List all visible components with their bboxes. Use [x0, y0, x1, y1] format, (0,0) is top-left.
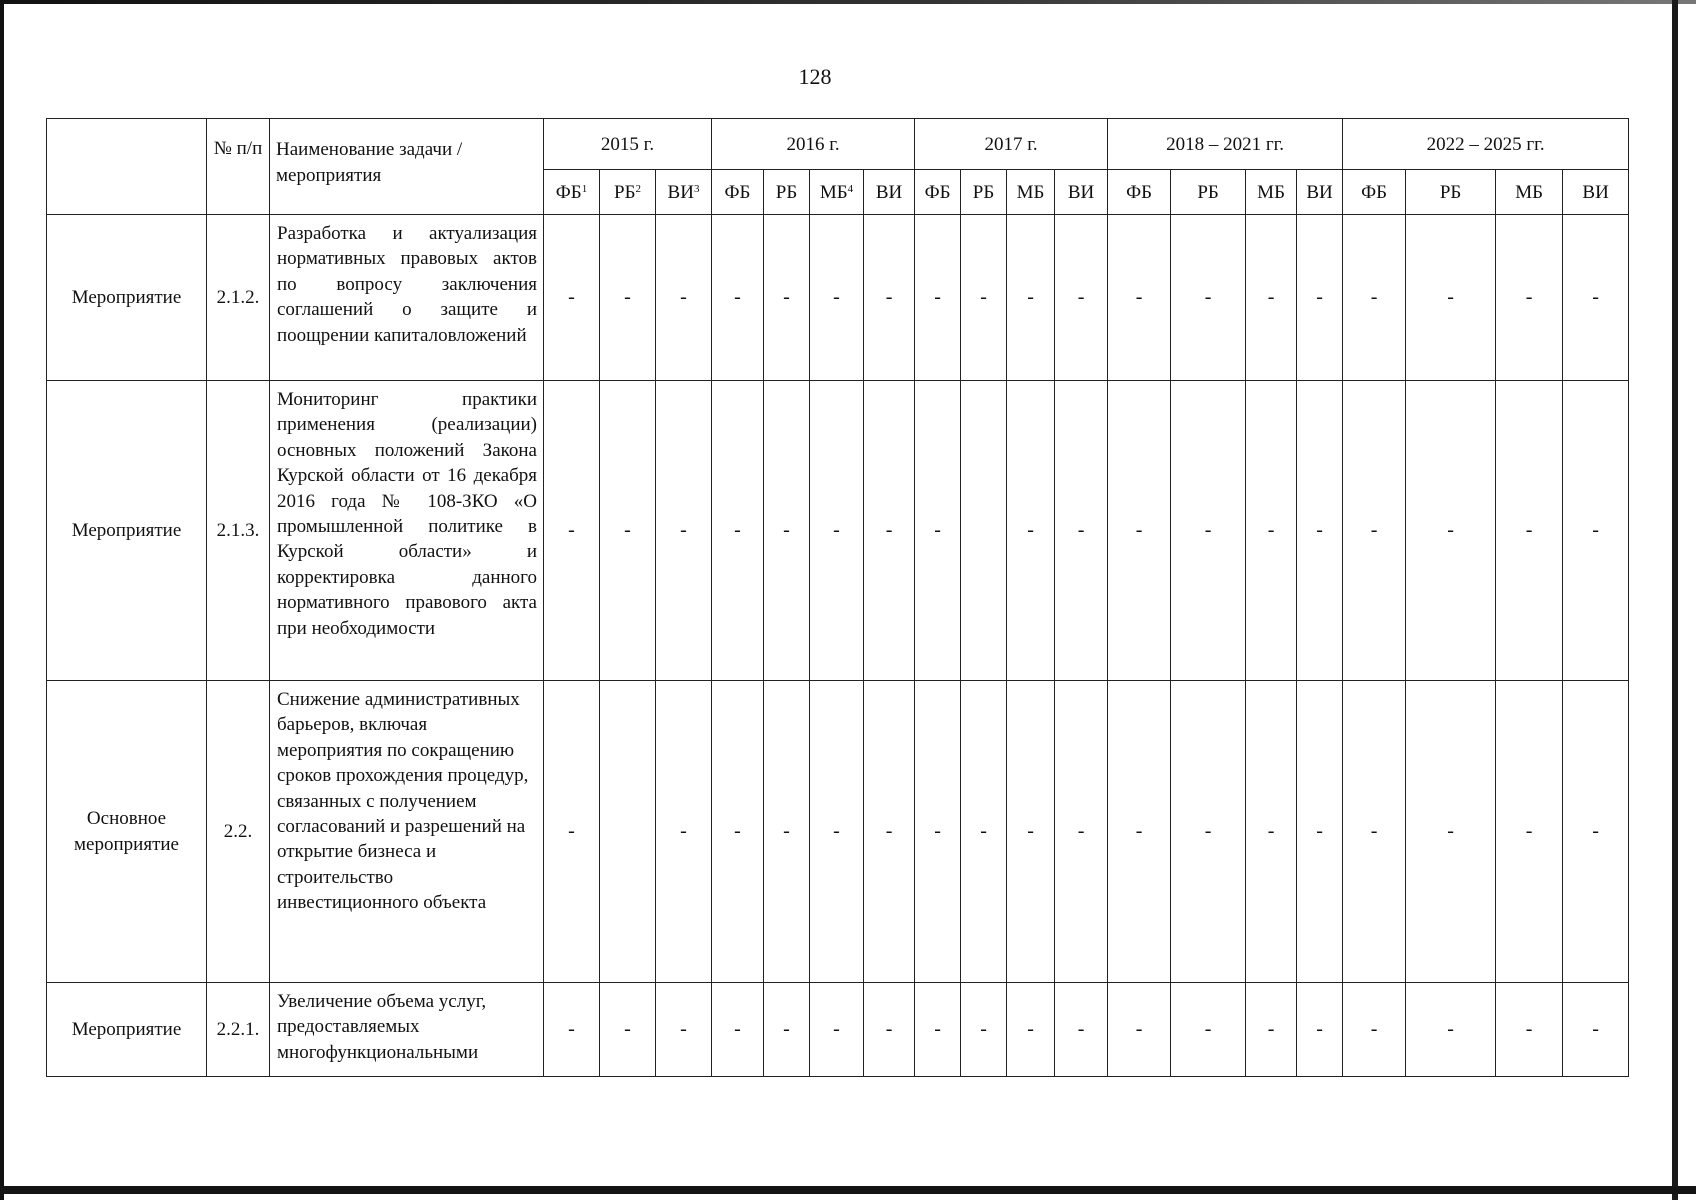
value-cell: -	[1343, 215, 1406, 381]
funding-table	[46, 118, 1629, 1077]
row-type-cell: Основное мероприятие	[47, 681, 207, 983]
value-cell: -	[1108, 215, 1171, 381]
row-type-cell: Мероприятие	[47, 983, 207, 1077]
value-cell: -	[1343, 381, 1406, 681]
source-label: ФБ	[724, 181, 751, 203]
header-year: 2022 – 2025 гг.	[1343, 119, 1629, 170]
row-number-cell: 2.1.2.	[207, 215, 270, 381]
value-cell: -	[600, 215, 656, 381]
value-cell: -	[1007, 215, 1055, 381]
header-year: 2018 – 2021 гг.	[1108, 119, 1343, 170]
value-cell: -	[1007, 983, 1055, 1077]
header-name: Наименование задачи / мероприятия	[270, 119, 544, 215]
value-cell: -	[1406, 381, 1496, 681]
value-cell: -	[1563, 381, 1629, 681]
row-description-cell: Снижение административных барьеров, включая мероприятия по сокращению сроков прохождения процедур, связанных с получением согласований и разрешений на открытие бизнеса и строительство инвестиционного объекта	[270, 681, 544, 983]
value-cell: -	[961, 983, 1007, 1077]
value-cell: -	[656, 983, 712, 1077]
value-cell: -	[915, 983, 961, 1077]
value-cell: -	[712, 381, 764, 681]
footnote-mark: 3	[693, 182, 700, 195]
row-number-cell: 2.2.1.	[207, 983, 270, 1077]
value-cell: -	[1055, 681, 1108, 983]
value-cell: -	[1496, 681, 1563, 983]
header-row-years	[47, 119, 1629, 170]
value-cell: -	[915, 215, 961, 381]
value-cell: -	[1007, 681, 1055, 983]
header-source	[544, 170, 600, 215]
value-cell: -	[1496, 215, 1563, 381]
header-source	[600, 170, 656, 215]
header-source	[712, 170, 764, 215]
value-cell: -	[1246, 681, 1297, 983]
value-cell: -	[544, 681, 600, 983]
value-cell: -	[1563, 681, 1629, 983]
header-type-cell	[47, 119, 207, 215]
header-source: ФБ	[1343, 170, 1406, 215]
value-cell: -	[712, 681, 764, 983]
value-cell: -	[656, 381, 712, 681]
scan-edge-bottom	[0, 1186, 1696, 1194]
scan-edge-left	[0, 0, 4, 1200]
value-cell: -	[600, 983, 656, 1077]
value-cell: -	[764, 983, 810, 1077]
value-cell: -	[544, 381, 600, 681]
header-year: 2017 г.	[915, 119, 1108, 170]
value-cell: -	[1171, 983, 1246, 1077]
source-label: ВИ	[875, 181, 903, 203]
footnote-mark: 4	[847, 182, 854, 195]
value-cell: -	[810, 983, 864, 1077]
value-cell: -	[864, 983, 915, 1077]
header-source: РБ	[961, 170, 1007, 215]
header-source	[764, 170, 810, 215]
header-source	[864, 170, 915, 215]
value-cell: -	[864, 381, 915, 681]
value-cell	[600, 681, 656, 983]
value-cell: -	[764, 381, 810, 681]
row-description-cell: Мониторинг практики применения (реализации) основных положений Закона Курской области от 16 декабря 2016 года № 108-ЗКО «О промышленной политике в Курской области» и корректировка данного нормативного правового акта при необходимости	[270, 381, 544, 681]
value-cell: -	[810, 681, 864, 983]
header-source: ВИ	[1297, 170, 1343, 215]
table-row	[47, 983, 1629, 1077]
scan-edge-right	[1672, 0, 1678, 1200]
row-type-cell: Мероприятие	[47, 381, 207, 681]
value-cell: -	[1055, 983, 1108, 1077]
value-cell	[961, 381, 1007, 681]
value-cell: -	[961, 215, 1007, 381]
value-cell: -	[864, 681, 915, 983]
value-cell: -	[1297, 215, 1343, 381]
source-label: ВИ	[667, 181, 694, 203]
value-cell: -	[1246, 983, 1297, 1077]
header-num: № п/п	[207, 119, 270, 215]
value-cell: -	[1055, 215, 1108, 381]
source-label: ФБ	[555, 181, 582, 203]
value-cell: -	[1406, 215, 1496, 381]
value-cell: -	[764, 681, 810, 983]
source-label: РБ	[775, 181, 798, 203]
value-cell: -	[1406, 681, 1496, 983]
value-cell: -	[1108, 381, 1171, 681]
value-cell: -	[544, 215, 600, 381]
row-number-cell: 2.1.3.	[207, 381, 270, 681]
value-cell: -	[764, 215, 810, 381]
header-source: ФБ	[1108, 170, 1171, 215]
header-source: МБ	[1246, 170, 1297, 215]
value-cell: -	[1246, 215, 1297, 381]
table-row	[47, 215, 1629, 381]
header-source: РБ	[1171, 170, 1246, 215]
value-cell: -	[1297, 681, 1343, 983]
table-body	[47, 215, 1629, 1077]
row-number-cell: 2.2.	[207, 681, 270, 983]
value-cell: -	[712, 215, 764, 381]
value-cell: -	[1297, 983, 1343, 1077]
header-source: МБ	[1007, 170, 1055, 215]
value-cell: -	[600, 381, 656, 681]
header-source	[810, 170, 864, 215]
value-cell: -	[1406, 983, 1496, 1077]
value-cell: -	[1055, 381, 1108, 681]
value-cell: -	[1007, 381, 1055, 681]
value-cell: -	[915, 681, 961, 983]
value-cell: -	[1563, 983, 1629, 1077]
row-type-cell: Мероприятие	[47, 215, 207, 381]
header-source: МБ	[1496, 170, 1563, 215]
scan-edge-top	[0, 0, 1696, 4]
value-cell: -	[810, 215, 864, 381]
value-cell: -	[915, 381, 961, 681]
header-source: ВИ	[1055, 170, 1108, 215]
source-label: МБ	[819, 181, 848, 203]
value-cell: -	[961, 681, 1007, 983]
value-cell: -	[1171, 381, 1246, 681]
table-row	[47, 381, 1629, 681]
value-cell: -	[1108, 983, 1171, 1077]
header-year: 2015 г.	[544, 119, 712, 170]
value-cell: -	[1496, 983, 1563, 1077]
value-cell: -	[1171, 681, 1246, 983]
header-source: ВИ	[1563, 170, 1629, 215]
header-year: 2016 г.	[712, 119, 915, 170]
table-row	[47, 681, 1629, 983]
value-cell: -	[656, 215, 712, 381]
page-number: 128	[798, 64, 832, 89]
footnote-mark: 1	[581, 182, 588, 195]
value-cell: -	[656, 681, 712, 983]
value-cell: -	[1171, 215, 1246, 381]
table-header	[47, 119, 1629, 215]
value-cell: -	[864, 215, 915, 381]
row-description-cell: Разработка и актуализация нормативных правовых актов по вопросу заключения соглашений о защите и поощрении капиталовложений	[270, 215, 544, 381]
value-cell: -	[712, 983, 764, 1077]
header-source	[656, 170, 712, 215]
value-cell: -	[1496, 381, 1563, 681]
value-cell: -	[1563, 215, 1629, 381]
header-source: РБ	[1406, 170, 1496, 215]
value-cell: -	[1343, 983, 1406, 1077]
row-description-cell: Увеличение объема услуг, предоставляемых многофункциональными	[270, 983, 544, 1077]
value-cell: -	[810, 381, 864, 681]
value-cell: -	[1343, 681, 1406, 983]
value-cell: -	[544, 983, 600, 1077]
value-cell: -	[1246, 381, 1297, 681]
header-source: ФБ	[915, 170, 961, 215]
value-cell: -	[1297, 381, 1343, 681]
value-cell: -	[1108, 681, 1171, 983]
footnote-mark: 2	[635, 182, 641, 195]
source-label: РБ	[614, 181, 636, 203]
